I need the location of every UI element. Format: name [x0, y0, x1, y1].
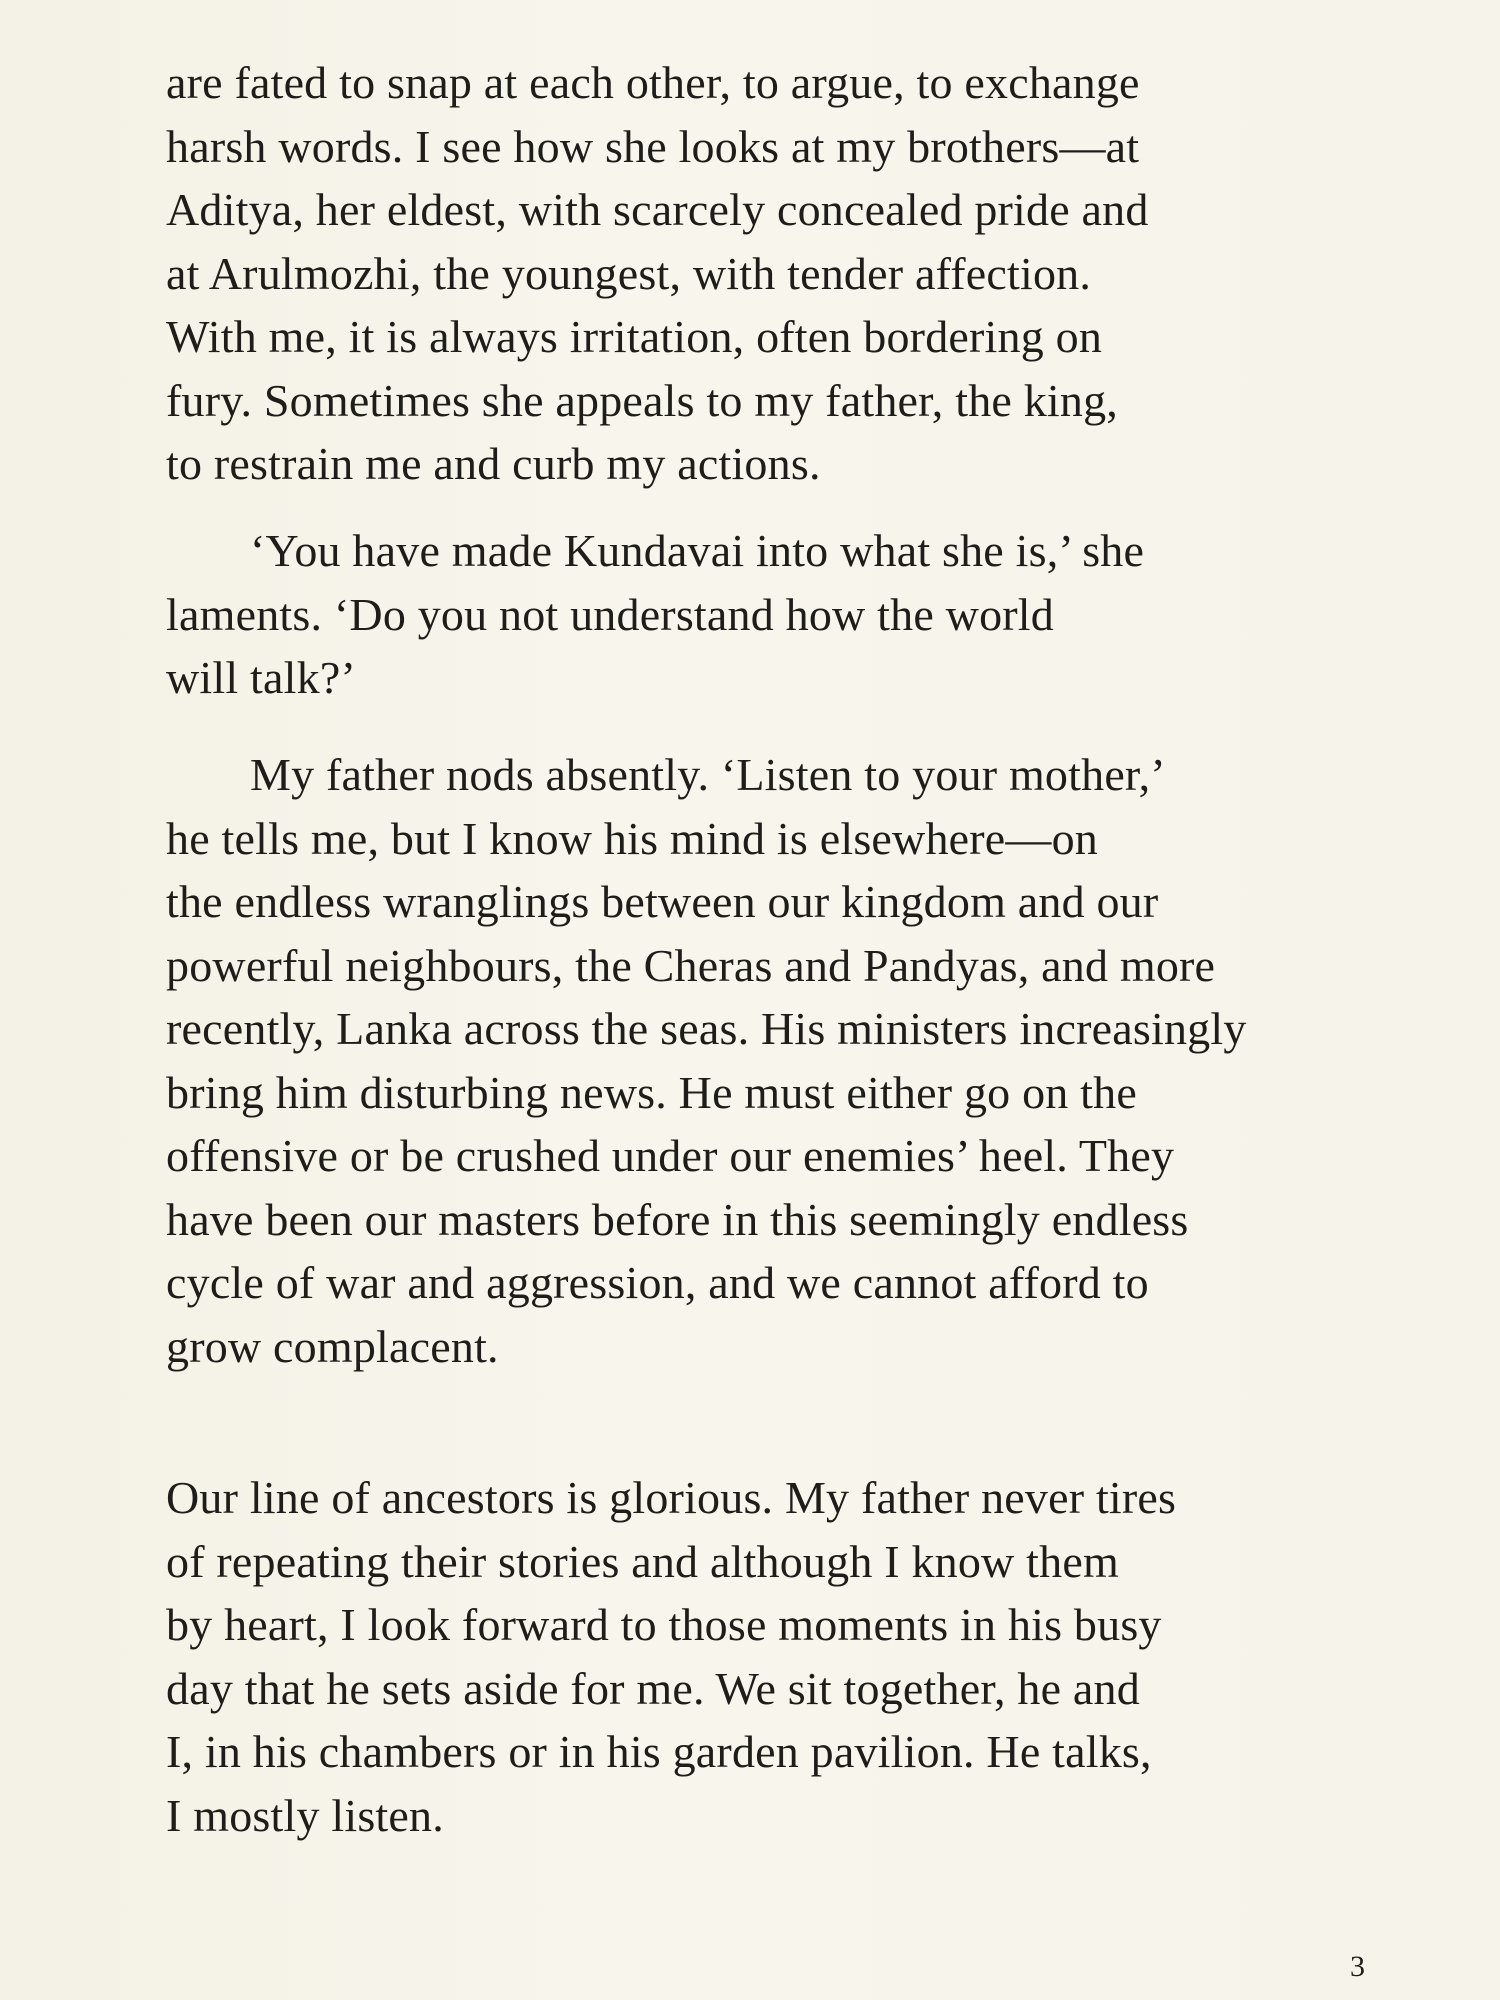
text-line: to restrain me and curb my actions. [166, 438, 821, 489]
text-line: he tells me, but I know his mind is elsewhere—on [166, 812, 1099, 864]
text-line: of repeating their stories and although I know them [166, 1535, 1119, 1587]
text-line: harsh words. I see how she looks at my brothers—at [166, 120, 1140, 172]
text-line: have been our masters before in this seemingly endless [166, 1193, 1189, 1245]
page-number: 3 [1350, 1950, 1365, 1983]
text-line: My father nods absently. ‘Listen to your mother,’ [250, 749, 1166, 800]
text-line: I mostly listen. [166, 1789, 444, 1841]
text-line: by heart, I look forward to those moments in his busy [166, 1599, 1162, 1650]
text-line: are fated to snap at each other, to argue, to exchange [166, 57, 1140, 108]
paragraph-2 [166, 519, 1396, 710]
text-line: recently, Lanka across the seas. His ministers increasingly [166, 1003, 1247, 1054]
text-line: ‘You have made Kundavai into what she is,’ she [250, 525, 1145, 576]
text-line: laments. ‘Do you not understand how the world [166, 588, 1054, 640]
text-line: day that he sets aside for me. We sit together, he and [166, 1662, 1140, 1714]
text-line: Aditya, her eldest, with scarcely concealed pride and [166, 184, 1149, 235]
text-line: Our line of ancestors is glorious. My father never tires [166, 1472, 1177, 1523]
text-line: With me, it is always irritation, often bordering on [166, 311, 1103, 362]
text-line: at Arulmozhi, the youngest, with tender affection. [166, 247, 1092, 299]
text-line: powerful neighbours, the Cheras and Pandyas, and more [166, 939, 1216, 991]
paragraph-1 [166, 51, 1396, 496]
text-line: will talk?’ [166, 652, 356, 703]
text-line: fury. Sometimes she appeals to my father, the king, [166, 374, 1118, 426]
text-line: the endless wranglings between our kingdom and our [166, 876, 1159, 927]
paragraph-3 [166, 743, 1396, 1378]
text-line: bring him disturbing news. He must either go on the [166, 1066, 1137, 1118]
text-line: offensive or be crushed under our enemies’ heel. They [166, 1130, 1175, 1181]
text-line: I, in his chambers or in his garden pavilion. He talks, [166, 1726, 1152, 1777]
text-line: cycle of war and aggression, and we cannot afford to [166, 1257, 1149, 1308]
paragraph-4 [166, 1466, 1396, 1847]
text-line: grow complacent. [166, 1320, 499, 1372]
